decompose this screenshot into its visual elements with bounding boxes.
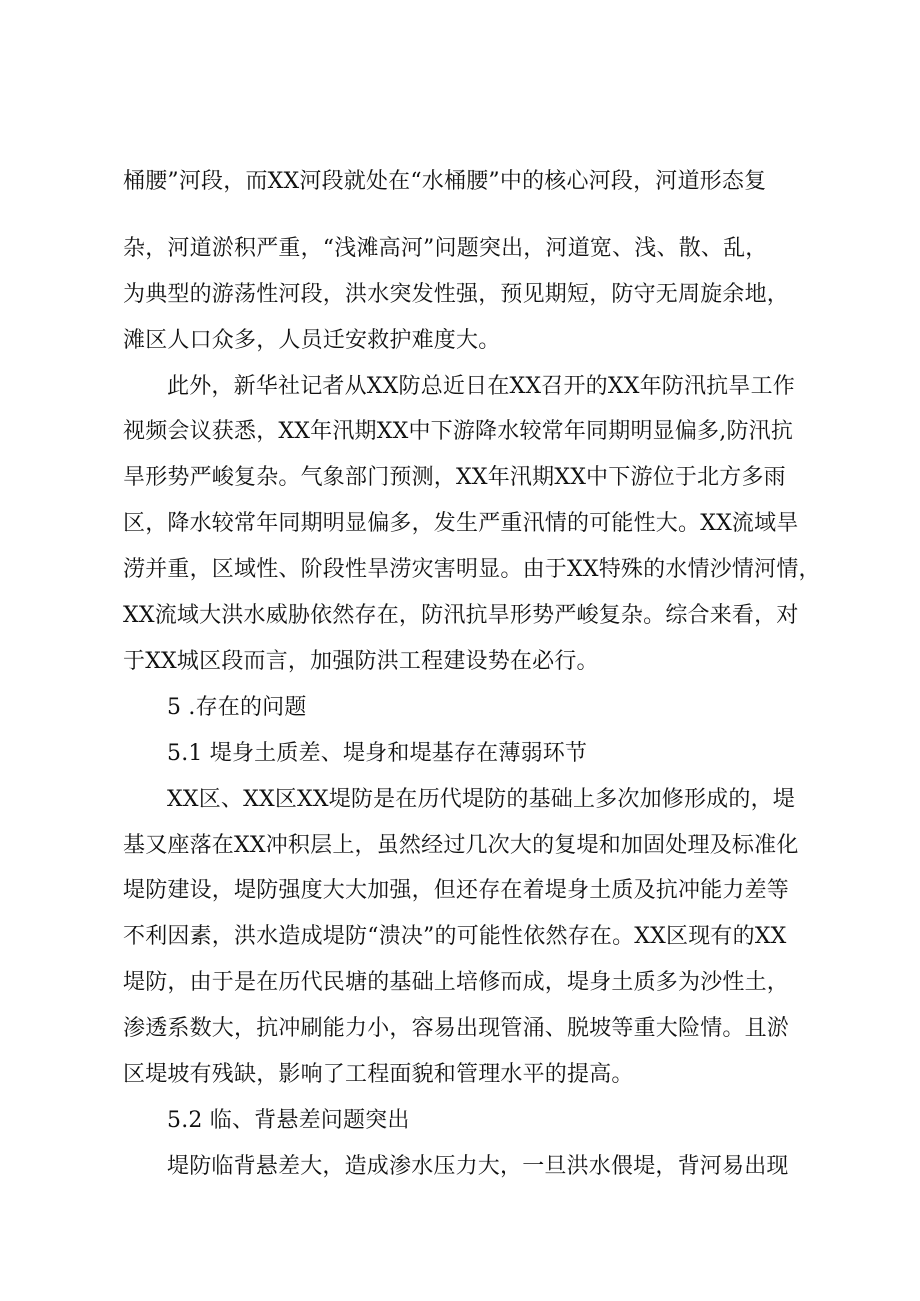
paragraph-line: 区堤坡有残缺，影响了工程面貌和管理水平的提高。 xyxy=(123,1062,634,1087)
paragraph-line: 为典型的游荡性河段，洪水突发性强，预见期短，防守无周旋余地， xyxy=(123,282,790,307)
paragraph-line: 视频会议获悉，XX年汛期XX中下游降水较常年同期明显偏多,防汛抗 xyxy=(123,419,794,444)
paragraph-line: 不利因素，洪水造成堤防“溃决”的可能性依然存在。XX区现有的XX xyxy=(123,924,787,949)
paragraph-line: 基又座落在XX冲积层上，虽然经过几次大的复堤和加固处理及标准化 xyxy=(123,833,799,858)
paragraph-line: 滩区人口众多，人员迁安救护难度大。 xyxy=(123,328,501,353)
paragraph-line: 于XX城区段而言，加强防洪工程建设势在必行。 xyxy=(123,649,599,674)
subsection-heading: 5.1 堤身土质差、堤身和堤基存在薄弱环节 xyxy=(167,741,588,766)
paragraph-line: 杂，河道淤积严重，“浅滩高河”问题突出，河道宽、浅、散、乱， xyxy=(123,236,768,261)
paragraph-line: 堤防建设，堤防强度大大加强，但还存在着堤身土质及抗冲能力差等 xyxy=(123,878,790,903)
subsection-heading: 5.2 临、背悬差问题突出 xyxy=(167,1108,410,1133)
paragraph-line: 堤防，由于是在历代民塘的基础上培修而成，堤身土质多为沙性土， xyxy=(123,970,790,995)
paragraph-line: 此外，新华社记者从XX防总近日在XX召开的XX年防汛抗旱工作 xyxy=(167,374,795,399)
paragraph-line: 桶腰”河段，而XX河段就处在“水桶腰”中的核心河段，河道形态复 xyxy=(123,169,767,194)
paragraph-line: XX流域大洪水威胁依然存在，防汛抗旱形势严峻复杂。综合来看，对 xyxy=(123,603,799,628)
paragraph-line: 旱形势严峻复杂。气象部门预测，XX年汛期XX中下游位于北方多雨 xyxy=(123,465,786,490)
paragraph-line: 涝并重，区域性、阶段性旱涝灾害明显。由于XX特殊的水情沙情河情， xyxy=(123,557,821,582)
paragraph-line: 区，降水较常年同期明显偏多，发生严重汛情的可能性大。XX流域旱 xyxy=(123,511,799,536)
paragraph-line: 堤防临背悬差大，造成渗水压力大，一旦洪水偎堤，背河易出现 xyxy=(167,1154,789,1179)
section-heading: 5 .存在的问题 xyxy=(167,695,307,720)
paragraph-line: XX区、XX区XX堤防是在历代堤防的基础上多次加修形成的，堤 xyxy=(167,787,795,812)
paragraph-line: 渗透系数大，抗冲刷能力小，容易出现管涌、脱坡等重大险情。且淤 xyxy=(123,1016,790,1041)
